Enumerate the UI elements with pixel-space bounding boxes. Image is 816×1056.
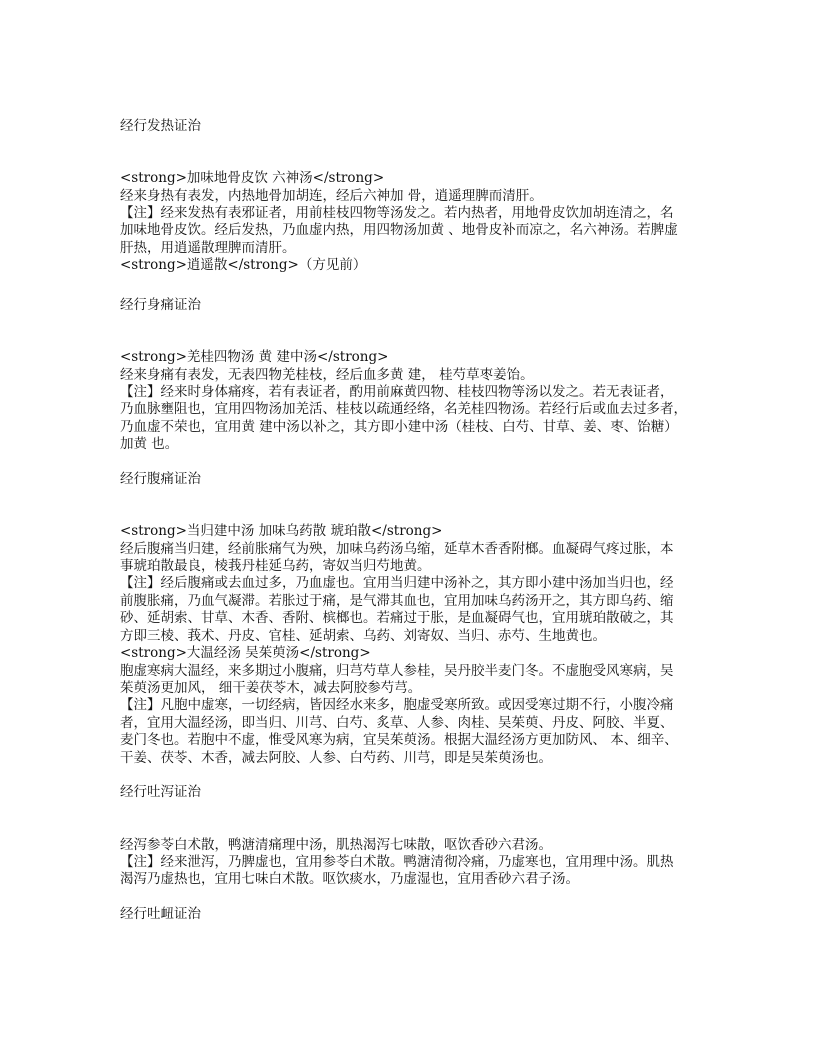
section-abdominal-pain [120,471,710,767]
verse-line: 经来身痛有表发，无表四物羌桂枝，经后血多黄 建， 桂芍草枣姜饴。 [120,366,534,383]
section-heading: 经行吐衄证治 [120,906,201,923]
section-body [120,523,710,767]
note-line: 加味地骨皮饮。经后发热，乃血虚内热，用四物汤加黄 、地骨皮补而凉之，名六神汤。若脾虚 [120,222,678,239]
section-body [120,349,710,453]
section-hematemesis [120,906,710,923]
verse-line: 胞虚寒病大温经，来多期过小腹痛，归芎芍草人参桂，吴丹胶半麦门冬。不虚胞受风寒病，吴 [120,662,674,679]
note-line: 干姜、茯苓、木香，减去阿胶、人参、白芍药、川芎，即是吴茱萸汤也。 [120,749,552,766]
document-page [120,118,710,958]
note-line: 麦门冬也。若胞中不虚，惟受风寒为病，宜吴茱萸汤。根据大温经汤方更加防风、 本、细辛、 [120,732,678,749]
section-fever [120,118,710,275]
formula-title: <strong>羌桂四物汤 黄 建中汤</strong> [120,349,389,366]
verse-line: 经后腹痛当归建，经前胀痛气为殃，加味乌药汤乌缩，延草木香香附榔。血凝碍气疼过胀，本 [120,540,674,557]
note-line: 渴泻乃虚热也，宜用七味白术散。呕饮痰水，乃虚湿也，宜用香砂六君子汤。 [120,871,579,888]
formula-title: <strong>大温经汤 吴茱萸汤</strong> [120,645,371,662]
note-line: 【注】经来泄泻，乃脾虚也，宜用参苓白术散。鸭溏清彻冷痛，乃虚寒也，宜用理中汤。肌热 [120,853,674,870]
note-line: 加黄 也。 [120,436,179,453]
note-line: 【注】经来时身体痛疼，若有表证者，酌用前麻黄四物、桂枝四物等汤以发之。若无表证者， [120,384,674,401]
verse-line: 事琥珀散最良，棱莪丹桂延乌药，寄奴当归芍地黄。 [120,558,431,575]
verse-line: 经泻参苓白术散，鸭溏清痛理中汤，肌热渴泻七味散，呕饮香砂六君汤。 [120,836,552,853]
note-line: 【注】凡胞中虚寒，一切经病，皆因经水来多，胞虚受寒所致。或因受寒过期不行，小腹冷痛 [120,697,674,714]
note-line: 【注】经来发热有表邪证者，用前桂枝四物等汤发之。若内热者，用地骨皮饮加胡连清之，名 [120,205,674,222]
section-heading: 经行发热证治 [120,118,201,134]
formula-title: <strong>加味地骨皮饮 六神汤</strong> [120,170,385,187]
section-body [120,837,710,889]
verse-line: 经来身热有表发，内热地骨加胡连，经后六神加 骨，逍遥理脾而清肝。 [120,187,543,204]
note-line: 乃血虚不荣也，宜用黄 建中汤以补之，其方即小建中汤（桂枝、白芍、甘草、姜、枣、饴糖） [120,418,678,435]
note-line: 【注】经后腹痛或去血过多，乃血虚也。宜用当归建中汤补之，其方即小建中汤加当归也，经 [120,575,674,592]
section-body [120,170,710,274]
formula-title: <strong>逍遥散</strong>（方见前） [120,257,367,274]
note-line: 砂、延胡索、甘草、木香、香附、槟榔也。若痛过于胀，是血凝碍气也，宜用琥珀散破之，其 [120,610,674,627]
section-vomit-diarrhea [120,784,710,888]
note-line: 方即三棱、莪术、丹皮、官桂、延胡索、乌药、刘寄奴、当归、赤芍、生地黄也。 [120,627,606,644]
verse-line: 茱萸汤更加风， 细干姜茯苓木，减去阿胶参芍芎。 [120,679,422,696]
section-body-pain [120,297,710,454]
section-heading: 经行身痛证治 [120,297,201,314]
formula-title: <strong>当归建中汤 加味乌药散 琥珀散</strong> [120,523,443,540]
note-line: 肝热，用逍遥散理脾而清肝。 [120,239,296,256]
section-heading: 经行吐泻证治 [120,784,201,801]
note-line: 前腹胀痛，乃血气凝滞。若胀过于痛，是气滞其血也，宜用加味乌药汤开之，其方即乌药、缩 [120,592,674,609]
note-line: 乃血脉壅阻也，宜用四物汤加羌活、桂枝以疏通经络，名羌桂四物汤。若经行后或血去过多者， [120,401,687,418]
section-heading: 经行腹痛证治 [120,471,201,488]
note-line: 者，宜用大温经汤，即当归、川芎、白芍、炙草、人参、肉桂、吴茱萸、丹皮、阿胶、半夏、 [120,714,674,731]
